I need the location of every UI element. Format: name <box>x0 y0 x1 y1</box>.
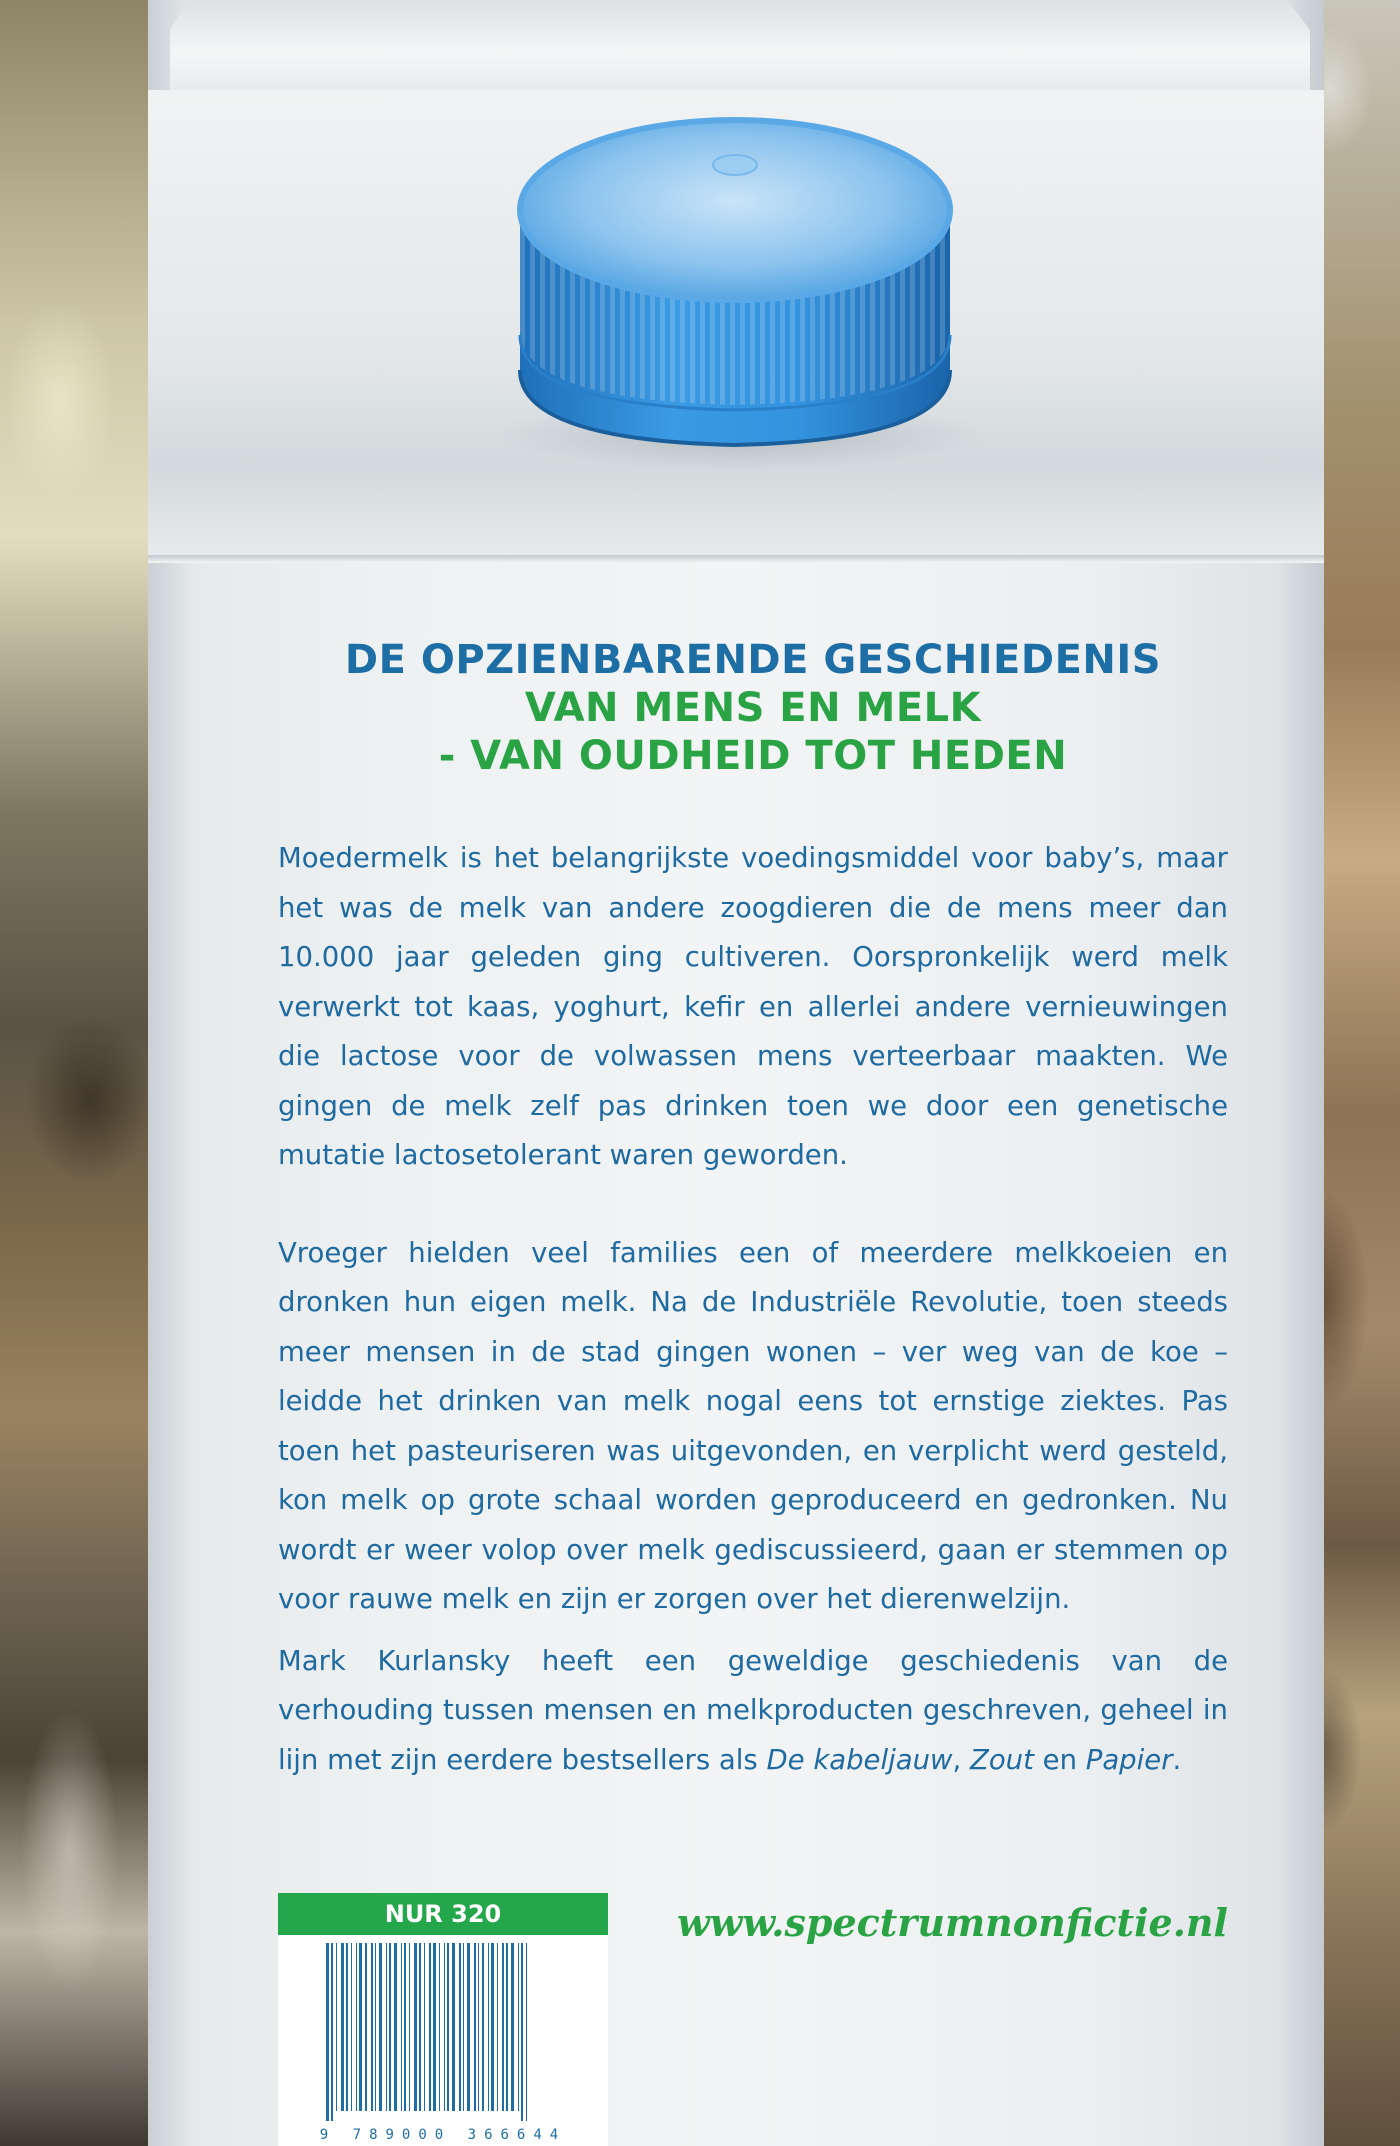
barcode-bar <box>526 1943 527 2121</box>
book-title-kabeljauw: De kabeljauw <box>766 1743 953 1776</box>
barcode-bar <box>394 1943 397 2111</box>
headline-line-2: VAN MENS EN MELK <box>524 685 982 731</box>
barcode-bar <box>521 1943 523 2121</box>
headline-line-1: DE OPZIENBARENDE GESCHIEDENIS <box>344 637 1162 683</box>
barcode-bar <box>459 1943 461 2111</box>
barcode-bar <box>351 1943 352 2111</box>
barcode-bar <box>379 1943 382 2111</box>
barcode-bar <box>414 1943 417 2111</box>
barcode-image <box>278 1935 608 2146</box>
barcode-bar <box>375 1943 376 2111</box>
barcode-bar <box>326 1943 329 2121</box>
blurb-paragraph-1: Moedermelk is het belangrijkste voedingsmiddel voor baby’s, maar het was de melk van andere zoogdieren die de mens meer dan 10.000 jaar geleden ging cultiveren. Oorspronkelijk werd melk verwerkt tot kaas, yoghurt, kefir en allerlei andere vernieuwingen die lactose voor de volwassen mens verteerbaar maakten. We gingen de melk zelf pas drinken toen we door een genetische mutatie lactosetolerant waren geworden. <box>278 842 1228 1171</box>
nur-code: NUR 320 <box>278 1893 608 1935</box>
back-cover-text <box>278 636 1228 1785</box>
barcode-bar <box>444 1943 445 2111</box>
carton-top-seal <box>170 0 1310 90</box>
headline-line-3: - VAN OUDHEID TOT HEDEN <box>438 733 1068 779</box>
barcode-bar <box>497 1943 498 2111</box>
barcode-bar <box>506 1943 508 2111</box>
barcode-bar <box>389 1943 391 2111</box>
barcode-bar <box>336 1943 337 2111</box>
barcode-bar <box>474 1943 476 2111</box>
barcode-bar <box>439 1943 440 2111</box>
barcode-bar <box>433 1943 436 2111</box>
barcode-bar <box>463 1943 464 2111</box>
barcode-bar <box>356 1943 357 2111</box>
para-3-text: Mark Kurlansky heeft een geweldige geschiedenis van de verhouding tussen mensen en melkproducten geschreven, geheel in lijn met zijn eerdere bestsellers als <box>278 1644 1228 1776</box>
barcode-bar <box>482 1943 484 2111</box>
bottle-cap-image <box>500 100 970 480</box>
barcode-bar <box>429 1943 431 2111</box>
barcode-bar <box>371 1943 373 2111</box>
book-title-zout: Zout <box>970 1743 1034 1776</box>
barcode-bar <box>424 1943 425 2111</box>
barcode-bar <box>491 1943 494 2111</box>
carton-fold-line <box>148 555 1324 563</box>
book-title-papier: Papier <box>1085 1743 1173 1776</box>
barcode-bar <box>478 1943 479 2111</box>
barcode-block <box>278 1893 608 2146</box>
barcode-bar <box>341 1943 344 2111</box>
blurb <box>278 834 1228 1785</box>
barcode-bar <box>359 1943 362 2111</box>
barcode-bar <box>488 1943 489 2111</box>
separator: en <box>1033 1743 1086 1776</box>
barcode-bar <box>511 1943 514 2111</box>
separator: , <box>952 1743 971 1776</box>
barcode-bar <box>401 1943 402 2111</box>
publisher-website[interactable]: www.spectrumnonfictie.nl <box>676 1900 1228 1945</box>
barcode-bar <box>386 1943 387 2111</box>
barcode-bar <box>419 1943 421 2111</box>
barcode-bar <box>452 1943 455 2111</box>
barcode-digits: 9 789000 366644 <box>319 2127 567 2143</box>
blurb-paragraph-2: Vroeger hielden veel families een of meerdere melkkoeien en dronken hun eigen melk. Na de Industriële Revolutie, toen steeds meer mensen in de stad gingen wonen – ver weg van de koe – leidde het drinken van melk nogal eens tot ernstige ziektes. Pas toen het pasteuriseren was uitgevonden, en verplicht werd gesteld, kon melk op grote schaal worden geproduceerd en gedronken. Nu wordt er weer volop over melk gediscussieerd, gaan er stemmen op voor rauwe melk en zijn er zorgen over het dierenwelzijn. <box>278 1236 1228 1615</box>
barcode-bar <box>502 1943 504 2111</box>
period: . <box>1172 1743 1182 1776</box>
barcode-bar <box>447 1943 449 2111</box>
blurb-paragraph-3 <box>278 1637 1228 1786</box>
barcode-bar <box>518 1943 519 2111</box>
barcode-bar <box>365 1943 367 2111</box>
barcode-bar <box>331 1943 333 2121</box>
barcode-bar <box>467 1943 470 2111</box>
barcode-bar <box>409 1943 410 2111</box>
barcode-bar <box>346 1943 348 2111</box>
barcode-bar <box>404 1943 406 2111</box>
